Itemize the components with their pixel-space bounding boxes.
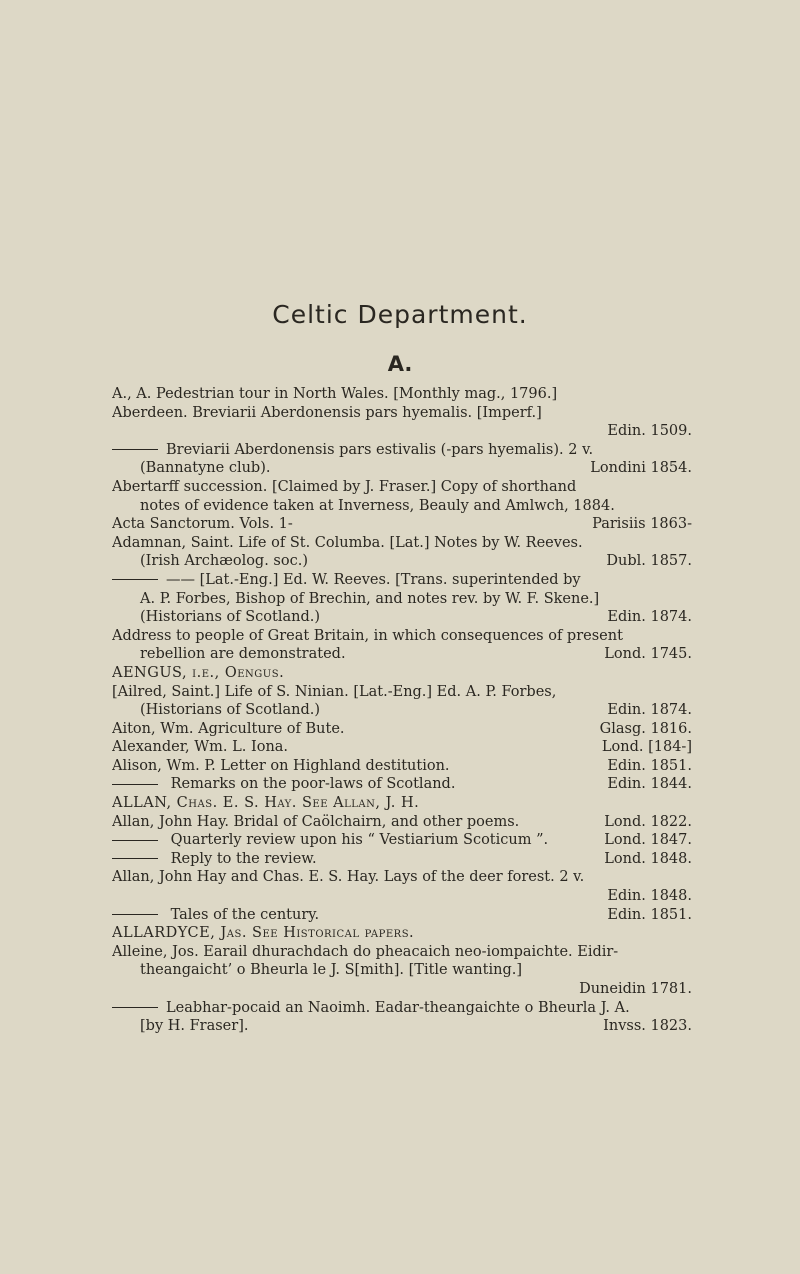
catalogue-entry xyxy=(112,664,692,683)
entry-line: (Historians of Scotland.) xyxy=(140,702,321,719)
entry-list xyxy=(112,385,692,1036)
catalogue-entry xyxy=(112,831,692,850)
entry-line: [by H. Fraser]. xyxy=(140,1018,249,1035)
entry-line: —— [Lat.-Eng.] Ed. W. Reeves. [Trans. superintended by xyxy=(112,571,692,590)
entry-imprint: Lond. 1745. xyxy=(604,646,692,663)
entry-line: Allan, John Hay. Bridal of Caölchairn, and other poems. xyxy=(112,813,520,830)
entry-imprint: Glasg. 1816. xyxy=(599,720,692,737)
entry-line: (Irish Archæolog. soc.) xyxy=(140,553,308,570)
cross-reference: AENGUS, i.e., Oengus. xyxy=(112,664,285,681)
entry-imprint: Edin. 1844. xyxy=(607,776,692,793)
entry-imprint: Dubl. 1857. xyxy=(606,553,692,570)
entry-line: theangaicht’ o Bheurla le J. S[mith]. [Title wanting.] xyxy=(140,962,522,979)
department-title: Celtic Department. xyxy=(272,300,528,329)
cross-reference: ALLAN, Chas. E. S. Hay. See Allan, J. H. xyxy=(112,795,420,812)
entry-line: Alexander, Wm. L. Iona. xyxy=(112,739,289,756)
catalogue-entry xyxy=(112,738,692,757)
entry-line: Alleine, Jos. Earail dhurachdach do pheacaich neo-iompaichte. Eidir- xyxy=(112,943,619,960)
catalogue-entry xyxy=(112,441,692,478)
entry-line: A., A. Pedestrian tour in North Wales. [Monthly mag., 1796.] xyxy=(112,386,558,402)
entry-line: Aiton, Wm. Agriculture of Bute. xyxy=(112,720,345,737)
entry-line: Acta Sanctorum. Vols. 1- xyxy=(112,516,293,533)
catalogue-entry xyxy=(112,868,692,905)
catalogue-entry xyxy=(112,850,692,869)
entry-line: Leabhar-pocaid an Naoimh. Eadar-theangaichte o Bheurla J. A. xyxy=(112,999,692,1018)
entry-imprint: Edin. 1851. xyxy=(607,906,692,923)
catalogue-entry xyxy=(112,404,692,441)
cross-reference: ALLARDYCE, Jas. See Historical papers. xyxy=(112,925,415,942)
catalogue-entry xyxy=(112,794,692,813)
entry-line: A. P. Forbes, Bishop of Brechin, and notes rev. by W. F. Skene.] xyxy=(140,590,600,607)
catalogue-entry xyxy=(112,720,692,739)
entry-line: Remarks on the poor-laws of Scotland. xyxy=(170,776,456,793)
entry-imprint: Edin. 1874. xyxy=(607,702,692,719)
catalogue-entry xyxy=(112,627,692,664)
entry-line: Adamnan, Saint. Life of St. Columba. [Lat.] Notes by W. Reeves. xyxy=(112,534,583,551)
entry-line: Tales of the century. xyxy=(170,906,320,923)
entry-line: Quarterly review upon his “ Vestiarium Scoticum ”. xyxy=(170,832,549,849)
entry-line: Address to people of Great Britain, in which consequences of present xyxy=(112,627,623,644)
entry-imprint: Duneidin 1781. xyxy=(579,981,692,997)
entry-line: [Ailred, Saint.] Life of S. Ninian. [Lat.-Eng.] Ed. A. P. Forbes, xyxy=(112,683,557,700)
entry-imprint: Invss. 1823. xyxy=(603,1018,692,1035)
entry-line: Abertarff succession. [Claimed by J. Fraser.] Copy of shorthand xyxy=(112,478,577,495)
entry-imprint: Lond. 1847. xyxy=(604,832,692,849)
catalogue-entry xyxy=(112,813,692,832)
entry-imprint: Londini 1854. xyxy=(590,460,692,477)
entry-line: Alison, Wm. P. Letter on Highland destitution. xyxy=(112,757,450,774)
catalogue-entry xyxy=(112,534,692,571)
entry-imprint: Lond. 1848. xyxy=(604,850,692,867)
entry-line: Breviarii Aberdonensis pars estivalis (-pars hyemalis). 2 v. xyxy=(112,441,692,460)
catalogue-entry xyxy=(112,999,692,1036)
entry-imprint: Edin. 1874. xyxy=(607,609,692,626)
entry-line: rebellion are demonstrated. xyxy=(140,646,346,663)
entry-imprint: Edin. 1509. xyxy=(607,423,692,440)
catalogue-entry xyxy=(112,906,692,925)
entry-line: (Bannatyne club). xyxy=(140,460,271,477)
entry-line: Allan, John Hay and Chas. E. S. Hay. Lays of the deer forest. 2 v. xyxy=(112,869,585,886)
catalogue-entry xyxy=(112,757,692,776)
catalogue-entry xyxy=(112,478,692,515)
catalogue-entry xyxy=(112,943,692,999)
catalogue-entry xyxy=(112,683,692,720)
entry-line: Aberdeen. Breviarii Aberdonensis pars hyemalis. [Imperf.] xyxy=(112,404,542,421)
entry-imprint: Edin. 1848. xyxy=(607,888,692,905)
catalogue-entry xyxy=(112,385,692,404)
catalogue-entry xyxy=(112,924,692,943)
entry-line: (Historians of Scotland.) xyxy=(140,609,321,626)
entry-imprint: Lond. 1822. xyxy=(604,813,692,830)
section-letter: A. xyxy=(387,352,413,376)
catalogue-entry xyxy=(112,571,692,627)
entry-imprint: Edin. 1851. xyxy=(607,757,692,774)
catalogue-entry xyxy=(112,775,692,794)
entry-line: notes of evidence taken at Inverness, Beauly and Amlwch, 1884. xyxy=(140,497,615,514)
catalogue-entry xyxy=(112,515,692,534)
entry-imprint: Parisiis 1863- xyxy=(592,516,692,533)
entry-imprint: Lond. [184-] xyxy=(601,739,692,756)
entry-line: Reply to the review. xyxy=(170,850,317,867)
